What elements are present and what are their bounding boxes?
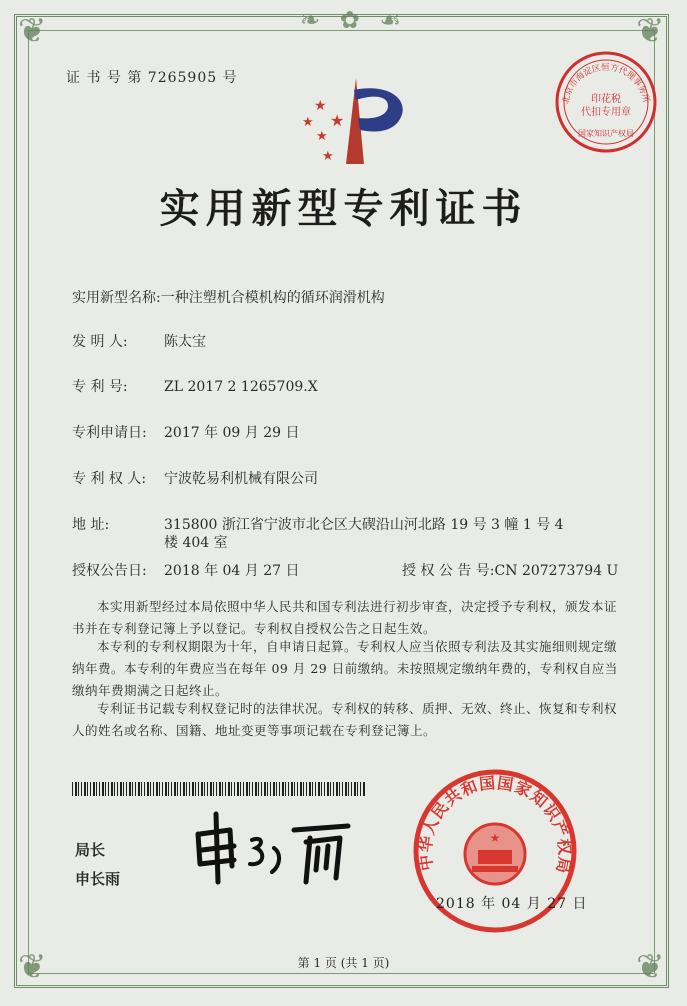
svg-text:国家知识产权局: 国家知识产权局 <box>578 129 634 138</box>
seal-date: 2018 年 04 月 27 日 <box>436 896 588 912</box>
svg-text:★: ★ <box>314 98 327 114</box>
tax-stamp-seal <box>554 50 658 154</box>
address-value-line2: 楼 404 室 <box>164 535 228 551</box>
body-paragraph-3: 专利证书记载专利权登记时的法律状况。专利权的转移、质押、无效、终止、恢复和专利权人的姓名或名称、国籍、地址变更等事项记载在专利登记簿上。 <box>72 701 618 738</box>
patent-office-logo-icon <box>294 74 412 166</box>
patentee-value: 宁波乾易利机械有限公司 <box>164 471 318 487</box>
corner-ornament-bottom-left: ❦ <box>18 947 47 987</box>
patent-number-label: 专 利 号: <box>72 379 128 395</box>
grant-number-value: CN 207273794 U <box>494 563 619 579</box>
patentee-label: 专 利 权 人: <box>72 471 147 487</box>
inventor-label: 发 明 人: <box>72 334 128 350</box>
svg-text:★: ★ <box>330 111 345 130</box>
svg-text:★: ★ <box>322 149 334 164</box>
address-value: 315800 浙江省宁波市北仑区大碶沿山河北路 19 号 3 幢 1 号 4 <box>164 517 564 533</box>
top-ornament: ❧ ✿ ☙ <box>300 6 407 34</box>
certificate-number: 证 书 号 第 7265905 号 <box>66 70 238 86</box>
inventor-value: 陈太宝 <box>164 334 206 350</box>
svg-text:北京市海淀区恒方代理事务所: 北京市海淀区恒方代理事务所 <box>561 62 651 106</box>
document-title: 实用新型专利证书 <box>159 185 528 232</box>
corner-ornament-bottom-right: ❦ <box>636 947 665 987</box>
corner-ornament-top-right: ❦ <box>636 11 665 51</box>
utility-model-name-row <box>72 287 385 307</box>
svg-text:中华人民共和国国家知识产权局: 中华人民共和国国家知识产权局 <box>415 773 575 876</box>
utility-model-name-value: 一种注塑机合模机构的循环润滑机构 <box>160 290 385 306</box>
director-name: 申长雨 <box>75 870 121 888</box>
grant-number-label: 授 权 公 告 号: <box>402 563 495 579</box>
address-label: 地 址: <box>72 517 110 533</box>
svg-text:★: ★ <box>316 129 328 144</box>
filing-date-value: 2017 年 09 月 29 日 <box>164 425 300 441</box>
grant-date-value: 2018 年 04 月 27 日 <box>164 563 300 579</box>
svg-text:代扣专用章: 代扣专用章 <box>581 107 631 118</box>
patent-number-row <box>72 376 318 396</box>
grant-number-row <box>402 560 618 580</box>
barcode <box>72 782 366 796</box>
inventor-row <box>72 331 206 351</box>
body-paragraph-2: 本专利的专利权期限为十年，自申请日起算。专利权人应当依照专利法及其实施细则规定缴纳年费。本专利的年费应当在每年 09 月 29 日前缴纳。未按照规定缴纳年费的，专利权自应当缴纳年费期满之日起终止。 <box>72 639 618 698</box>
body-paragraph-1: 本实用新型经过本局依照中华人民共和国专利法进行初步审查，决定授予专利权，颁发本证书并在专利登记簿上予以登记。专利权自授权公告之日起生效。 <box>72 599 618 636</box>
corner-ornament-top-left: ❦ <box>18 11 47 51</box>
svg-text:印花税: 印花税 <box>591 94 621 105</box>
grant-date-row <box>72 560 300 580</box>
grant-date-label: 授权公告日: <box>72 563 147 579</box>
patent-number-value: ZL 2017 2 1265709.X <box>164 379 318 395</box>
svg-text:★: ★ <box>302 115 314 130</box>
utility-model-name-label: 实用新型名称: <box>72 290 161 306</box>
filing-date-label: 专利申请日: <box>72 425 147 441</box>
svg-text:★: ★ <box>489 831 501 845</box>
address-row <box>72 514 564 534</box>
director-title: 局长 <box>75 841 106 859</box>
page-number: 第 1 页 (共 1 页) <box>297 956 390 970</box>
filing-date-row <box>72 422 300 442</box>
patentee-row <box>72 468 318 488</box>
director-signature <box>190 808 360 888</box>
